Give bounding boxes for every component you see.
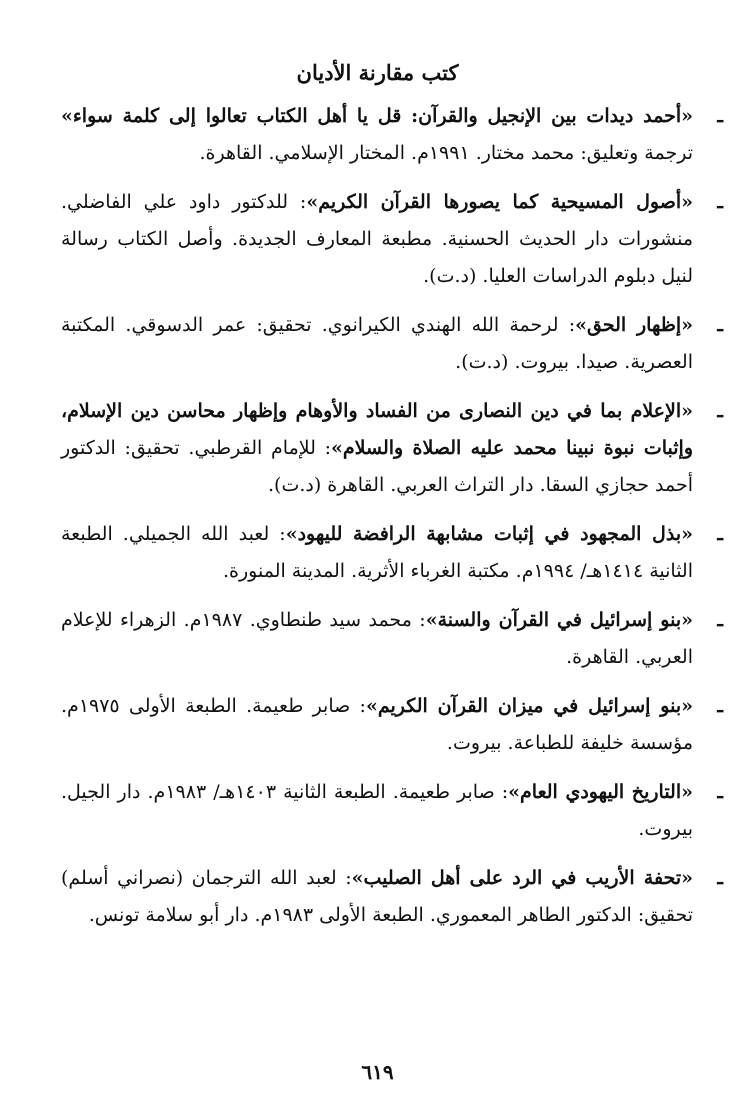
entry-details: ترجمة وتعليق: محمد مختار. ١٩٩١م. المختار الإسلامي. القاهرة. [199,142,693,164]
entry-title: «أحمد ديدات بين الإنجيل والقرآن: قل يا أهل الكتاب تعالوا إلى كلمة سواء» [61,105,693,127]
bibliography-entry [61,860,723,934]
entry-details: : صابر طعيمة. الطبعة الأولى ١٩٧٥م. مؤسسة خليفة للطباعة. بيروت. [61,695,693,754]
bibliography-entry [61,184,723,295]
entry-title: «تحفة الأريب في الرد على أهل الصليب» [351,867,693,889]
entry-title: «بنو إسرائيل في القرآن والسنة» [425,609,694,631]
entry-dash: ـ [717,695,723,717]
entry-dash: ـ [717,191,723,213]
bibliography-entry [61,516,723,590]
entry-details: : لعبد الله الجميلي. الطبعة الثانية ١٤١٤هـ/ ١٩٩٤م. مكتبة الغرباء الأثرية. المدينة المنورة. [61,523,693,582]
bibliography-entry [61,688,723,762]
entry-dash: ـ [717,523,723,545]
page-number: ٦١٩ [361,1060,394,1084]
entry-dash: ـ [717,400,723,422]
bibliography-entry [61,774,723,848]
entry-details: : لرحمة الله الهندي الكيرانوي. تحقيق: عمر الدسوقي. المكتبة العصرية. صيدا. بيروت. (د.ت). [61,314,693,373]
entry-details: : صابر طعيمة. الطبعة الثانية ١٤٠٣هـ/ ١٩٨٣م. دار الجيل. بيروت. [61,781,693,840]
entry-title: «التاريخ اليهودي العام» [508,781,693,803]
bibliography-entry [61,602,723,676]
entry-details: : للدكتور داود علي الفاضلي. منشورات دار الحديث الحسنية. مطبعة المعارف الجديدة. وأصل الكتاب رسالة لنيل دبلوم الدراسات العليا. (د.ت). [61,191,693,287]
entry-dash: ـ [717,314,723,336]
entry-title: «بنو إسرائيل في ميزان القرآن الكريم» [365,695,693,717]
bibliography-entry [61,393,723,504]
entry-dash: ـ [717,867,723,889]
entry-details: : لعبد الله الترجمان (نصراني أسلم) تحقيق: الدكتور الطاهر المعموري. الطبعة الأولى ١٩٨٣م. دار أبو سلامة تونس. [61,867,693,926]
entry-details: : للإمام القرطبي. تحقيق: الدكتور أحمد حجازي السقا. دار التراث العربي. القاهرة (د.ت). [61,437,693,496]
entry-dash: ـ [717,781,723,803]
page-title: كتب مقارنة الأديان [296,60,459,85]
bibliography-entry [61,98,723,172]
entry-title: «إظهار الحق» [575,314,693,336]
entry-details: : محمد سيد طنطاوي. ١٩٨٧م. الزهراء للإعلام العربي. القاهرة. [61,609,693,668]
entry-dash: ـ [717,609,723,631]
entry-title: «أصول المسيحية كما يصورها القرآن الكريم» [306,191,693,213]
entry-title: «بذل المجهود في إثبات مشابهة الرافضة لليهود» [285,523,693,545]
bibliography-entry [61,307,723,381]
bibliography-list [61,98,723,946]
entry-dash: ـ [717,105,723,127]
entry-title: «الإعلام بما في دين النصارى من الفساد والأوهام وإظهار محاسن دين الإسلام، وإثبات نبوة نبينا محمد عليه الصلاة والسلام» [61,400,693,459]
